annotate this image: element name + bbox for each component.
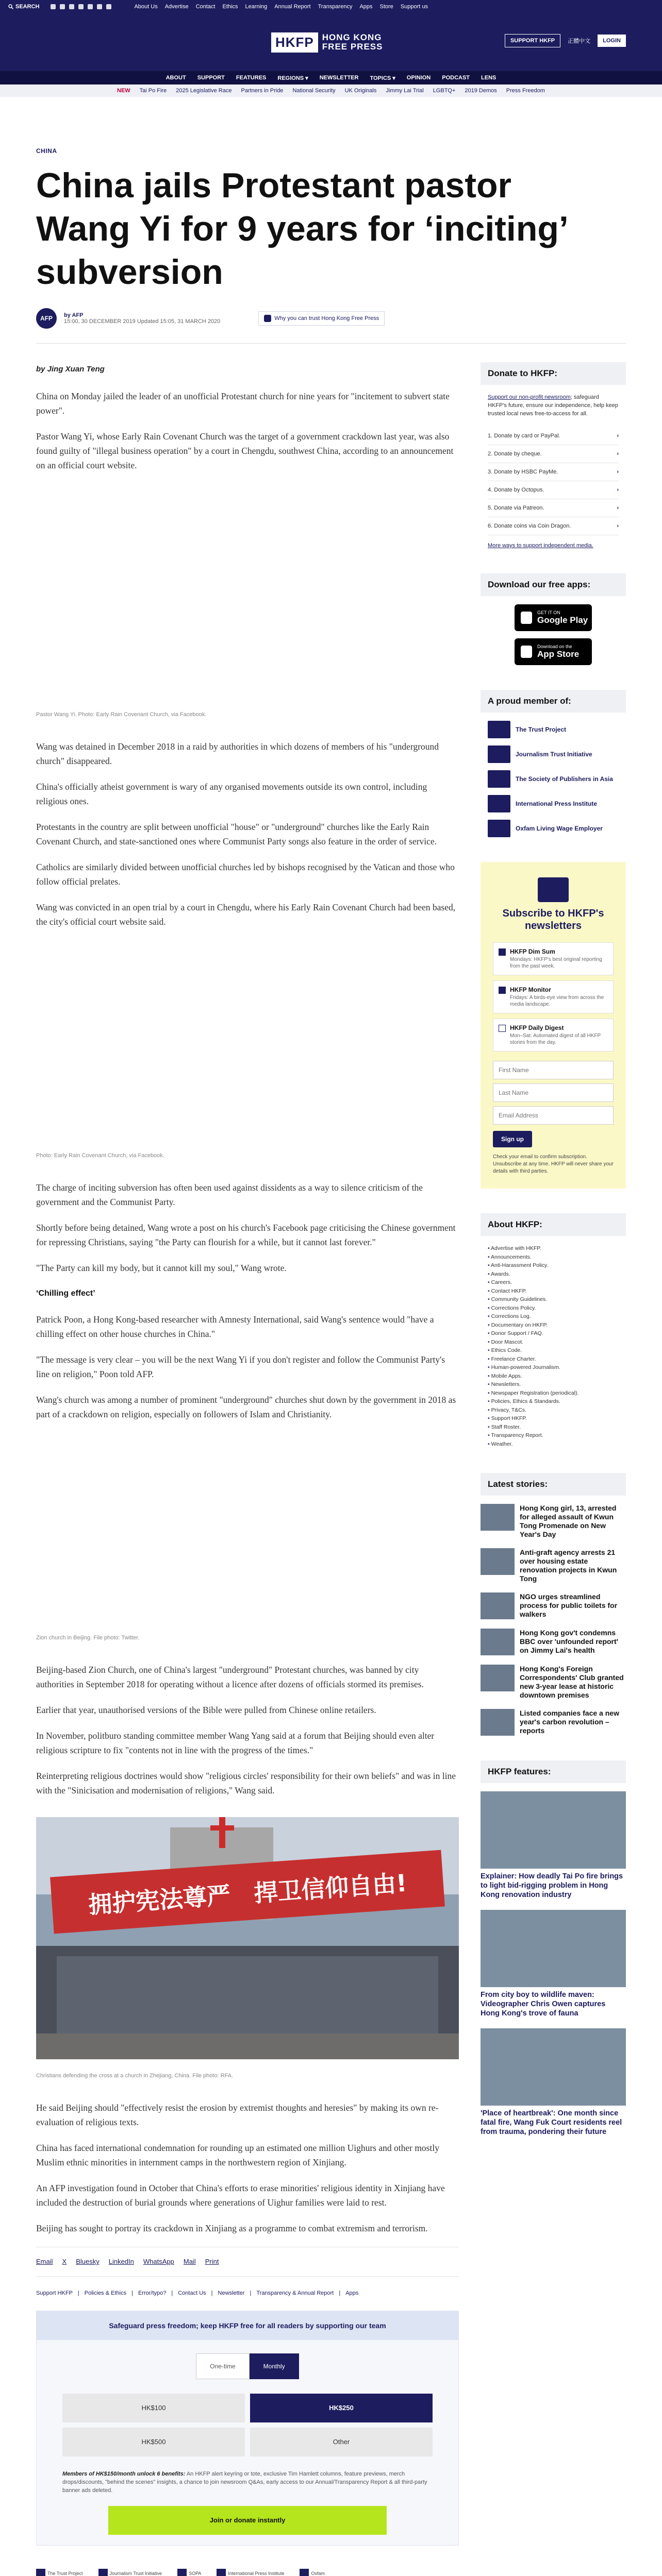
category-kicker[interactable]: CHINA: [36, 147, 57, 155]
donate-intro: Support our non-profit newsroom; safeguard HKFP's future, ensure our independence, help keep trusted local news free-to-access for all.: [488, 394, 618, 417]
search-icon: [8, 4, 13, 9]
about-link[interactable]: • Weather.: [488, 1440, 619, 1449]
utility-link[interactable]: About Us: [134, 4, 158, 10]
donate-option[interactable]: 4. Donate by Octopus. ›: [488, 481, 619, 499]
widget-title: Donate to HKFP:: [481, 362, 626, 385]
nav-item-lens[interactable]: LENS: [481, 75, 496, 81]
join-donate-button[interactable]: Join or donate instantly: [108, 2506, 387, 2535]
utility-link[interactable]: Ethics: [222, 4, 238, 10]
story-title: Hong Kong's Foreign Correspondents' Club granted new 3-year lease at historic downtown premises: [520, 1665, 624, 1699]
share-bluesky[interactable]: Bluesky: [76, 2258, 100, 2265]
member-logo[interactable]: The Trust Project: [488, 721, 619, 738]
paragraph: "The message is very clear – you will be the next Wang Yi if you don't register and follow the Communist Party's line on religion," Poon told AFP.: [36, 1354, 445, 1379]
ipi-icon: [217, 2569, 226, 2576]
about-link[interactable]: • Newspaper Registration (periodical).: [488, 1389, 619, 1398]
paragraph: China's officially atheist government is wary of any organised movements outside its own control, including religious ones.: [36, 782, 427, 806]
chevron-right-icon: ›: [617, 487, 619, 493]
nav-item-topics[interactable]: TOPICS ▾: [370, 75, 395, 81]
member-logo[interactable]: The Society of Publishers in Asia: [488, 770, 619, 788]
paragraph: China has faced international condemnation for rounding up an estimated one million Uighurs and other mostly Muslim ethnic minorities in internment camps in the northwestern region of Xinjiang.: [36, 2143, 439, 2167]
donate-option[interactable]: 5. Donate via Patreon. ›: [488, 499, 619, 517]
paragraph: In November, politburo standing committee member Wang Yang said at a forum that Beijing should even alter religious scripture to fix "contents not in line with the progress of the times.": [36, 1731, 435, 1755]
share-bar: [36, 2247, 459, 2277]
byline: [36, 308, 626, 329]
amount-option[interactable]: HK$250: [250, 2394, 433, 2422]
paragraph: He said Beijing should "effectively resist the erosion by extremist thoughts and heresies" by making its own re-evaluation of religious texts.: [36, 2103, 439, 2127]
story-title: NGO urges streamlined process for public toilets for walkers: [520, 1592, 618, 1618]
feature-list: [481, 1791, 626, 2137]
paragraph: An AFP investigation found in October that China's efforts to erase minorities' religious identity in Xinjiang have included the destruction of burial grounds where generations of Uighur families were laid to rest.: [36, 2183, 445, 2208]
newsletter-option-monitor[interactable]: HKFP Monitor Fridays: A birds-eye view from across the media landscape.: [493, 980, 614, 1013]
twitter-icon[interactable]: [51, 4, 56, 9]
apple-icon: [521, 646, 532, 658]
search-button[interactable]: SEARCH: [8, 4, 39, 10]
paragraph: China on Monday jailed the leader of an unofficial Protestant church for nine years for "incitement to subvert state power".: [36, 391, 450, 416]
award-logo[interactable]: The Trust Project: [36, 2566, 83, 2576]
about-link[interactable]: • Staff Roster.: [488, 1423, 619, 1432]
chevron-right-icon: ›: [617, 523, 619, 529]
site-header: [0, 13, 662, 71]
trending-link[interactable]: UK Originals: [344, 88, 377, 94]
email-field[interactable]: [493, 1106, 614, 1125]
nav-item-regions[interactable]: REGIONS ▾: [277, 75, 308, 81]
about-link[interactable]: • Documentary on HKFP.: [488, 1321, 619, 1330]
feature-title: Explainer: How deadly Tai Po fire brings to light bid-rigging problem in Hong Kong renovation industry: [481, 1872, 623, 1899]
paragraph: Wang's church was among a number of prominent "underground" churches shut down by the government in 2018 as part of a crackdown on religion, especially on followers of Islam and Christianity.: [36, 1395, 456, 1419]
paragraph: Earlier that year, unauthorised versions of the Bible were pulled from Chinese online retailers.: [36, 1705, 376, 1715]
paragraph: Wang was detained in December 2018 in a raid by authorities in which dozens of members of his "underground church" disappeared.: [36, 741, 439, 766]
story-title: Hong Kong gov't condemns BBC over 'unfounded report' on Jimmy Lai's health: [520, 1629, 618, 1654]
award-logo[interactable]: International Press Institute: [217, 2566, 284, 2576]
feature-story[interactable]: [481, 1791, 626, 1900]
main-nav: [0, 71, 662, 84]
trending-nav: [0, 84, 662, 97]
latest-story[interactable]: [481, 1592, 626, 1619]
share-email[interactable]: Email: [36, 2258, 53, 2265]
utility-link[interactable]: Support us: [400, 4, 428, 10]
feature-image: [481, 2028, 626, 2106]
policy-link[interactable]: Policies & Ethics: [84, 2290, 127, 2296]
language-link[interactable]: 正體中文: [568, 38, 591, 44]
frequency-toggle: [37, 2353, 458, 2379]
nav-item-support[interactable]: SUPPORT: [197, 75, 225, 81]
about-link[interactable]: • Careers.: [488, 1278, 619, 1287]
widget-title: A proud member of:: [481, 690, 626, 713]
divider: [36, 343, 626, 344]
amount-option[interactable]: HK$500: [62, 2428, 245, 2456]
trending-link[interactable]: National Security: [292, 88, 336, 94]
policy-link[interactable]: Contact Us: [178, 2290, 206, 2296]
about-link[interactable]: • Community Guidelines.: [488, 1295, 619, 1304]
app-store-button[interactable]: Download on the App Store: [515, 638, 592, 665]
share-print[interactable]: Print: [205, 2258, 219, 2265]
policy-link[interactable]: Transparency & Annual Report: [256, 2290, 334, 2296]
chevron-right-icon: ›: [617, 469, 619, 475]
logo-mark: HKFP: [271, 32, 318, 53]
apps-widget: [481, 573, 626, 665]
features-widget: [481, 1760, 626, 2137]
newsletter-widget: [481, 862, 626, 1189]
paragraph: Patrick Poon, a Hong Kong-based researcher with Amnesty International, said Wang's sentence would "have a chilling effect on other house churches in China.": [36, 1314, 434, 1339]
youtube-icon[interactable]: [78, 4, 84, 9]
about-link[interactable]: • Support HKFP.: [488, 1414, 619, 1423]
photo-caption: Christians defending the cross at a church in Zhejiang, China. File photo: RFA.: [36, 2073, 234, 2079]
policy-link[interactable]: Error/typo?: [138, 2290, 167, 2296]
donate-option[interactable]: 3. Donate by HSBC PayMe. ›: [488, 463, 619, 481]
utility-link[interactable]: Store: [379, 4, 393, 10]
nav-item-podcast[interactable]: PODCAST: [442, 75, 470, 81]
ipi-icon: [488, 795, 510, 812]
about-link[interactable]: • Ethics Code.: [488, 1346, 619, 1355]
amount-options: [62, 2394, 433, 2456]
widget-title: Latest stories:: [481, 1473, 626, 1496]
newsletter-option-digest[interactable]: HKFP Daily Digest Mon–Sat: Automated digest of all HKFP stories from the day.: [493, 1019, 614, 1052]
frequency-one-time[interactable]: One-time: [196, 2353, 249, 2379]
trending-link[interactable]: 2025 Legislative Race: [176, 88, 232, 94]
about-link[interactable]: • Freelance Charter.: [488, 1355, 619, 1364]
banner-text: 拥护宪法尊严 捍卫信仰自由!: [87, 1869, 408, 1919]
trust-link[interactable]: Why you can trust Hong Kong Free Press: [258, 311, 385, 326]
signup-button[interactable]: Sign up: [493, 1131, 532, 1147]
photo-caption: Pastor Wang Yi. Photo: Early Rain Covenant Church, via Facebook.: [36, 711, 207, 718]
donate-option[interactable]: 1. Donate by card or PayPal. ›: [488, 427, 619, 445]
about-link[interactable]: • Privacy, T&Cs.: [488, 1406, 619, 1415]
utility-link[interactable]: Learning: [245, 4, 268, 10]
site-logo[interactable]: [271, 32, 383, 53]
oxfam-icon: [300, 2569, 309, 2576]
widget-title: HKFP features:: [481, 1760, 626, 1783]
share-whatsapp[interactable]: WhatsApp: [143, 2258, 174, 2265]
paragraph: Pastor Wang Yi, whose Early Rain Covenant Church was the target of a government crackdown last year, was also found guilty of "illegal business operation" by a court in Chengdu, southwest China, according to an announcement on an official court website.: [36, 431, 454, 470]
support-hkfp-button[interactable]: SUPPORT HKFP: [505, 34, 560, 47]
member-benefits: Members of HK$150/month unlock 6 benefits: An HKFP alert keyring or tote, exclusive Tim Hamlett columns, feature previews, merch drops/discounts, "behind the scenes" insights, a chance to join newsroom Q&As, early access to our Annual/Transparency Report & all third-party banner ads deleted.: [62, 2471, 427, 2494]
policy-link[interactable]: Apps: [345, 2290, 359, 2296]
amount-option[interactable]: HK$100: [62, 2394, 245, 2422]
photo-protest-banner: [36, 1817, 459, 2059]
photo-church: [36, 948, 459, 1139]
shield-icon: [264, 315, 271, 322]
about-link[interactable]: • Awards.: [488, 1270, 619, 1279]
paragraph: Catholics are similarly divided between unofficial churches led by bishops recognised by the Vatican and those who follow official prelates.: [36, 862, 455, 887]
newsletter-option-dimsum[interactable]: HKFP Dim Sum Mondays: HKFP's best original reporting from the past week.: [493, 942, 614, 975]
first-name-field[interactable]: [493, 1061, 614, 1079]
newsletter-title: Subscribe to HKFP's newsletters: [502, 908, 604, 931]
sopa-icon: [488, 770, 510, 788]
utility-link[interactable]: Transparency: [318, 4, 353, 10]
story-thumbnail: [481, 1709, 515, 1736]
nav-item-opinion[interactable]: OPINION: [406, 75, 431, 81]
paragraph: Wang was convicted in an open trial by a court in Chengdu, where his Early Rain Covenant Church had been based, the city's official court website said.: [36, 902, 456, 927]
story-thumbnail: [481, 1665, 515, 1691]
nav-item-features[interactable]: FEATURES: [236, 75, 267, 81]
newsletter-note: Check your email to confirm subscription. Unsubscribe at any time. HKFP will never share your details with third parties.: [493, 1154, 614, 1174]
latest-story[interactable]: [481, 1504, 626, 1539]
share-mail[interactable]: Mail: [183, 2258, 196, 2265]
logo-words: HONG KONG FREE PRESS: [322, 32, 383, 52]
policy-link[interactable]: Newsletter: [218, 2290, 245, 2296]
social-icons: [51, 4, 111, 9]
donate-option[interactable]: 2. Donate by cheque. ›: [488, 445, 619, 463]
paragraph: Beijing has sought to portray its crackdown in Xinjiang as a programme to combat extremism and terrorism.: [36, 2223, 428, 2233]
member-logo[interactable]: International Press Institute: [488, 795, 619, 812]
feature-title: From city boy to wildlife maven: Videographer Chris Owen captures Hong Kong's trove of fauna: [481, 1991, 606, 2018]
paragraph: Shortly before being detained, Wang wrote a post on his church's Facebook page criticising the Chinese government for repressing Christians, saying "the Party can flourish for a while, but it cannot last forever.": [36, 1223, 456, 1247]
latest-story[interactable]: [481, 1665, 626, 1700]
author-link[interactable]: by AFP: [64, 312, 84, 318]
telegram-icon[interactable]: [97, 4, 102, 9]
google-play-icon: [521, 612, 532, 624]
member-logo[interactable]: Oxfam Living Wage Employer: [488, 820, 619, 837]
sidebar: [481, 362, 626, 2576]
about-link[interactable]: • Anti-Harassment Policy.: [488, 1261, 619, 1270]
donate-box: [36, 2311, 459, 2546]
trending-link[interactable]: Partners in Pride: [241, 88, 284, 94]
new-badge: NEW: [117, 88, 130, 94]
checkbox[interactable]: [499, 987, 506, 994]
chevron-right-icon: ›: [617, 505, 619, 511]
article-title: China jails Protestant pastor Wang Yi for 9 years for ‘inciting’ subversion: [36, 166, 567, 292]
about-links: [488, 1244, 619, 1448]
publish-dates: 15:00, 30 DECEMBER 2019 Updated 15:05, 31 MARCH 2020: [64, 318, 221, 325]
about-widget: [481, 1213, 626, 1448]
about-link[interactable]: • Contact HKFP.: [488, 1287, 619, 1296]
award-logo[interactable]: Journalism Trust Initiative: [98, 2566, 162, 2576]
story-thumbnail: [481, 1629, 515, 1655]
article-body: [36, 362, 459, 2576]
checkbox[interactable]: [499, 948, 506, 956]
more-ways-link[interactable]: More ways to support independent media.: [488, 543, 593, 549]
paragraph: "The Party can kill my body, but it cannot kill my soul," Wang wrote.: [36, 1263, 287, 1273]
photo-zion-church: [36, 1441, 459, 1621]
latest-story[interactable]: [481, 1548, 626, 1583]
about-link[interactable]: • Policies, Ethics & Standards.: [488, 1397, 619, 1406]
article-author: by Jing Xuan Teng: [36, 365, 105, 374]
trending-link[interactable]: Jimmy Lai Trial: [386, 88, 424, 94]
share-x[interactable]: X: [62, 2258, 67, 2265]
trust-project-icon: [36, 2569, 45, 2576]
amount-option[interactable]: Other: [250, 2428, 433, 2456]
about-link[interactable]: • Human-powered Journalism.: [488, 1363, 619, 1372]
policy-link[interactable]: Support HKFP: [36, 2290, 73, 2296]
feature-story[interactable]: [481, 2028, 626, 2137]
award-logos: [36, 2566, 459, 2576]
envelope-icon: [538, 877, 569, 902]
about-link[interactable]: • Corrections Log.: [488, 1312, 619, 1321]
paragraph: Protestants in the country are split between unofficial "house" or "underground" churches like the Early Rain Covenant Church, and state-sanctioned ones where Communist Party songs also feature in the order of service.: [36, 822, 437, 846]
policy-links: Support HKFP | Policies & Ethics | Error/typo? | Contact Us | Newsletter | Transparency & Annual Report | Apps: [36, 2286, 459, 2300]
about-link[interactable]: • Transparency Report.: [488, 1431, 619, 1440]
trust-project-icon: [488, 721, 510, 738]
story-thumbnail: [481, 1592, 515, 1619]
photo-pastor-wang-yi: [36, 492, 459, 698]
paragraph: Beijing-based Zion Church, one of China's largest "underground" Protestant churches, was banned by city authorities in September 2018 for operating without a licence after dozens of officials stormed its premises.: [36, 1665, 424, 1689]
utility-links: [134, 4, 428, 10]
latest-story[interactable]: [481, 1629, 626, 1655]
facebook-icon[interactable]: [60, 4, 65, 9]
story-title: Anti-graft agency arrests 21 over housing estate renovation projects in Kwun Tong: [520, 1548, 617, 1583]
trending-link[interactable]: Press Freedom: [506, 88, 545, 94]
trending-link[interactable]: Tai Po Fire: [139, 88, 167, 94]
story-title: Listed companies face a new year's carbon revolution – reports: [520, 1709, 619, 1735]
member-logo[interactable]: Journalism Trust Initiative: [488, 745, 619, 763]
share-linkedin[interactable]: LinkedIn: [108, 2258, 134, 2265]
utility-link[interactable]: Contact: [195, 4, 216, 10]
page-content: [36, 147, 626, 2576]
nav-item-newsletter[interactable]: NEWSLETTER: [319, 75, 359, 81]
support-newsroom-link[interactable]: Support our non-profit newsroom: [488, 394, 571, 400]
instagram-icon[interactable]: [69, 4, 74, 9]
paragraph: Reinterpreting religious doctrines would show "religious circles' responsibility for their own beliefs" and was in line with the "Sinicisation and modernisation of religions," Wang said.: [36, 1771, 456, 1795]
photo-caption: Zion church in Beijing. File photo: Twitter.: [36, 1635, 140, 1641]
utility-bar: [0, 0, 662, 13]
sopa-icon: [177, 2569, 187, 2576]
widget-title: About HKFP:: [481, 1213, 626, 1236]
latest-list: [481, 1504, 626, 1736]
latest-story[interactable]: [481, 1709, 626, 1736]
last-name-field[interactable]: [493, 1083, 614, 1102]
checkbox[interactable]: [499, 1025, 506, 1032]
feature-story[interactable]: [481, 1910, 626, 2018]
section-heading: ‘Chilling effect’: [36, 1289, 95, 1298]
about-link[interactable]: • Advertise with HKFP.: [488, 1244, 619, 1253]
linkedin-icon[interactable]: [88, 4, 93, 9]
google-play-button[interactable]: GET IT ON Google Play: [515, 604, 592, 631]
jti-icon: [98, 2569, 108, 2576]
latest-widget: [481, 1473, 626, 1736]
feature-image: [481, 1791, 626, 1869]
utility-link[interactable]: Advertise: [164, 4, 189, 10]
membership-widget: [481, 690, 626, 837]
rss-icon[interactable]: [106, 4, 111, 9]
paragraph: The charge of inciting subversion has often been used against dissidents as a way to silence criticism of the government and the Communist Party.: [36, 1182, 423, 1207]
about-link[interactable]: • Newsletters.: [488, 1380, 619, 1389]
login-button[interactable]: LOGIN: [598, 35, 626, 47]
jti-icon: [488, 745, 510, 763]
story-thumbnail: [481, 1504, 515, 1531]
chevron-right-icon: ›: [617, 451, 619, 457]
award-logo[interactable]: SOPA: [177, 2566, 201, 2576]
about-link[interactable]: • Door Mascot.: [488, 1338, 619, 1347]
award-logo[interactable]: Oxfam: [300, 2566, 325, 2576]
about-link[interactable]: • Donor Support / FAQ.: [488, 1329, 619, 1338]
photo-caption: Photo: Early Rain Covenant Church, via Facebook.: [36, 1153, 164, 1159]
oxfam-icon: [488, 820, 510, 837]
utility-link[interactable]: Annual Report: [274, 4, 311, 10]
about-link[interactable]: • Corrections Policy.: [488, 1304, 619, 1313]
donate-widget: [481, 362, 626, 549]
donate-box-heading: Safeguard press freedom; keep HKFP free for all readers by supporting our team: [37, 2311, 458, 2340]
author-avatar: AFP: [36, 308, 57, 329]
feature-title: 'Place of heartbreak': One month since fatal fire, Wang Fuk Court residents reel from trauma, pondering their future: [481, 2109, 622, 2136]
trending-link[interactable]: LGBTQ+: [433, 88, 456, 94]
story-thumbnail: [481, 1548, 515, 1575]
story-title: Hong Kong girl, 13, arrested for alleged assault of Kwun Tong Promenade on New Year's Day: [520, 1504, 617, 1538]
trending-link[interactable]: 2019 Demos: [465, 88, 497, 94]
chevron-right-icon: ›: [617, 433, 619, 439]
frequency-monthly[interactable]: Monthly: [250, 2353, 299, 2379]
utility-link[interactable]: Apps: [359, 4, 373, 10]
donate-option[interactable]: 6. Donate coins via Coin Dragon. ›: [488, 517, 619, 535]
nav-item-about[interactable]: ABOUT: [166, 75, 186, 81]
about-link[interactable]: • Announcements.: [488, 1253, 619, 1262]
about-link[interactable]: • Mobile Apps.: [488, 1372, 619, 1381]
widget-title: Download our free apps:: [481, 573, 626, 596]
feature-image: [481, 1910, 626, 1987]
